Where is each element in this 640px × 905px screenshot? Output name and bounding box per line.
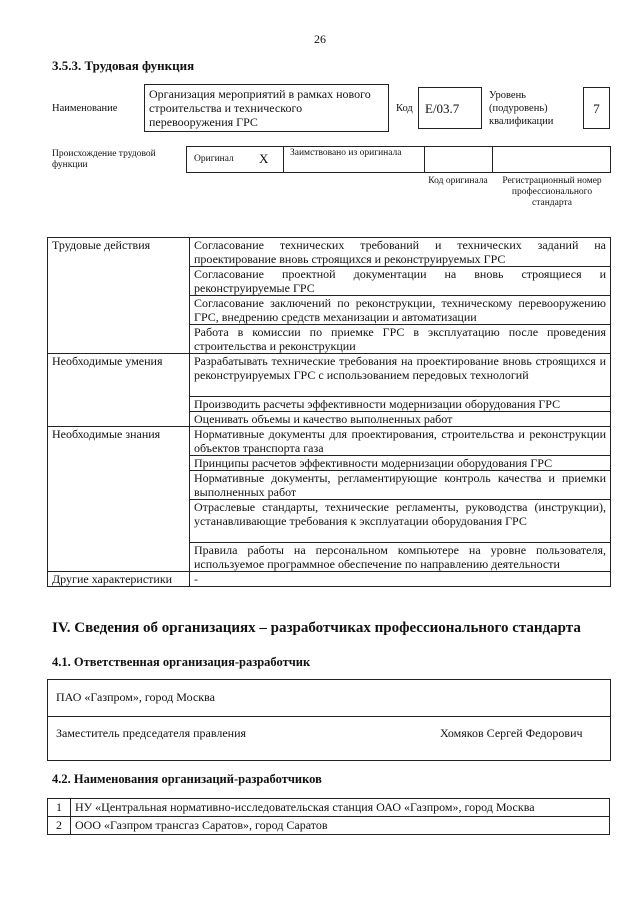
reg-number-caption: Регистрационный номер профессионального стандарта bbox=[502, 176, 602, 208]
table-cell: Разрабатывать технические требования на проектирование вновь строящихся и реконструируемых ГРС с использованием передовых технологий bbox=[190, 354, 611, 397]
table-cell: Оценивать объемы и качество выполненных работ bbox=[190, 412, 611, 427]
code-original-caption: Код оригинала bbox=[428, 176, 488, 186]
developer-num: 2 bbox=[48, 817, 71, 835]
table-cell: Согласование заключений по реконструкции, техническому перевооружению ГРС, внедрению средств механизации и автоматизации bbox=[190, 296, 611, 325]
origin-divider bbox=[424, 146, 425, 173]
name-label: Наименование bbox=[52, 103, 118, 114]
developer-num: 1 bbox=[48, 799, 71, 817]
original-label: Оригинал bbox=[194, 154, 234, 164]
divider bbox=[47, 716, 611, 717]
row-label: Необходимые знания bbox=[48, 427, 190, 572]
original-mark: X bbox=[259, 151, 269, 166]
origin-label: Происхождение трудовой функции bbox=[52, 149, 156, 170]
function-table bbox=[47, 237, 611, 587]
table-cell: Принципы расчетов эффективности модернизации оборудования ГРС bbox=[190, 456, 611, 471]
table-cell: Производить расчеты эффективности модернизации оборудования ГРС bbox=[190, 397, 611, 412]
responsible-position: Заместитель председателя правления bbox=[56, 726, 247, 740]
row-label: Трудовые действия bbox=[48, 238, 190, 354]
developer-name: НУ «Центральная нормативно-исследовательская станция ОАО «Газпром», город Москва bbox=[71, 799, 610, 817]
row-label: Другие характеристики bbox=[48, 572, 190, 587]
code-value: E/03.7 bbox=[418, 87, 482, 129]
origin-divider bbox=[283, 146, 284, 173]
table-cell: Отраслевые стандарты, технические регламенты, руководства (инструкции), устанавливающие требования к эксплуатации оборудования ГРС bbox=[190, 500, 611, 543]
origin-divider bbox=[492, 146, 493, 173]
table-cell: Работа в комиссии по приемке ГРС в эксплуатацию после проведения строительства и реконструкции bbox=[190, 325, 611, 354]
developer-name: ООО «Газпром трансгаз Саратов», город Саратов bbox=[71, 817, 610, 835]
org-section-title: IV. Сведения об организациях – разработчиках профессионального стандарта bbox=[52, 620, 581, 636]
table-cell: - bbox=[190, 572, 611, 587]
borrowed-label: Заимствовано из оригинала bbox=[290, 148, 402, 158]
section-title: 3.5.3. Трудовая функция bbox=[52, 58, 195, 73]
developers-table bbox=[47, 798, 610, 835]
level-value: 7 bbox=[583, 87, 610, 129]
table-cell: Согласование технических требований и технических заданий на проектирование вновь строящихся и реконструируемых ГРС bbox=[190, 238, 611, 267]
code-label: Код bbox=[396, 103, 413, 114]
name-value: Организация мероприятий в рамках нового строительства и технического перевооружения ГРС bbox=[144, 84, 389, 132]
table-row bbox=[48, 799, 610, 817]
table-cell: Нормативные документы для проектирования, строительства и реконструкции объектов транспорта газа bbox=[190, 427, 611, 456]
row-label: Необходимые умения bbox=[48, 354, 190, 427]
developers-title: 4.2. Наименования организаций-разработчиков bbox=[52, 772, 322, 786]
responsible-person: Хомяков Сергей Федорович bbox=[440, 726, 583, 740]
table-row bbox=[48, 817, 610, 835]
table-cell: Нормативные документы, регламентирующие контроль качества и приемки выполненных работ bbox=[190, 471, 611, 500]
table-cell: Правила работы на персональном компьютере на уровне пользователя, используемое программное обеспечение по направлению деятельности bbox=[190, 543, 611, 572]
table-cell: Согласование проектной документации на вновь строящиеся и реконструируемые ГРС bbox=[190, 267, 611, 296]
responsible-title: 4.1. Ответственная организация-разработчик bbox=[52, 655, 311, 669]
responsible-org: ПАО «Газпром», город Москва bbox=[56, 690, 215, 704]
level-label: Уровень (подуровень) квалификации bbox=[489, 90, 554, 127]
page-number: 26 bbox=[314, 32, 326, 46]
